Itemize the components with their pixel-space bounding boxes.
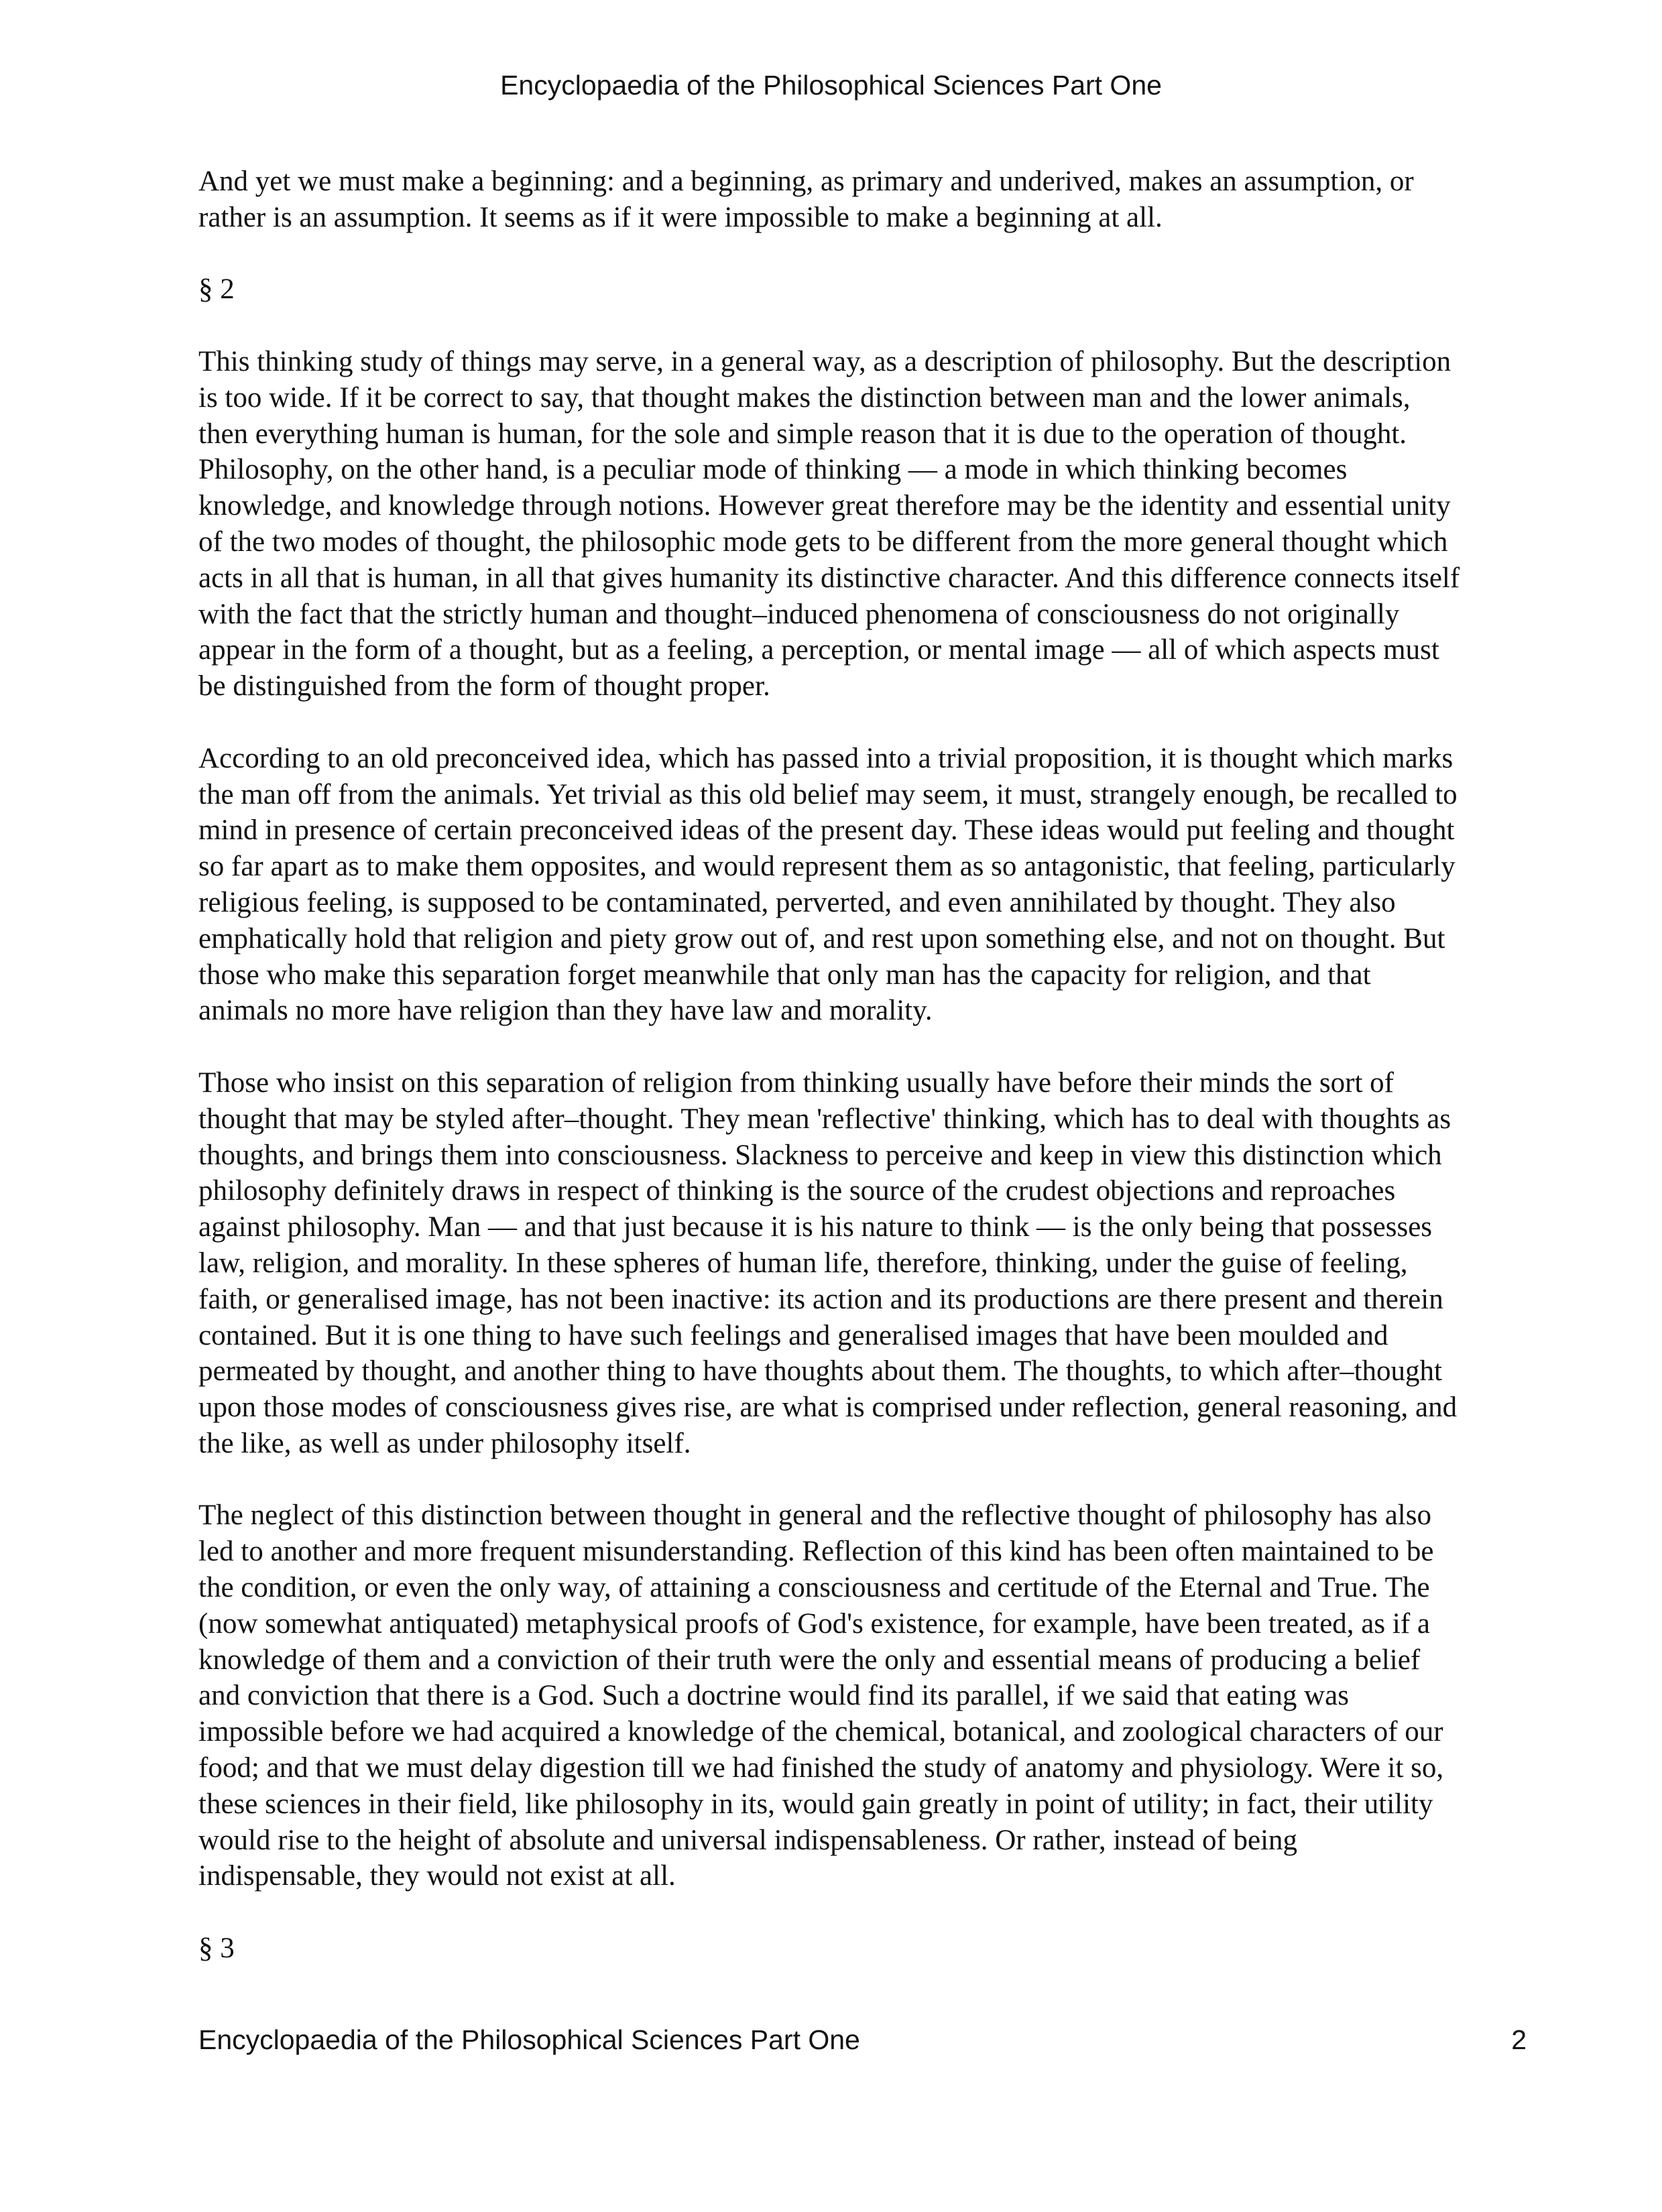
text-line: these sciences in their field, like philosophy in its, would gain greatly in point of utility; in fact, their utility <box>198 1788 1433 1820</box>
text-line: rather is an assumption. It seems as if it were impossible to make a beginning at all. <box>198 201 1163 233</box>
text-line: against philosophy. Man –– and that just because it is his nature to think –– is the only being that possesses <box>198 1211 1433 1243</box>
text-line: Those who insist on this separation of religion from thinking usually have before their minds the sort of <box>198 1066 1394 1099</box>
text-line: would rise to the height of absolute and universal indispensableness. Or rather, instead of being <box>198 1824 1298 1856</box>
text-line: Philosophy, on the other hand, is a peculiar mode of thinking –– a mode in which thinking becomes <box>198 454 1348 486</box>
text-line: be distinguished from the form of thought proper. <box>198 670 770 702</box>
text-line: upon those modes of consciousness gives rise, are what is comprised under reflection, general reasoning, and <box>198 1392 1458 1424</box>
paragraph-section-2-a <box>198 344 1533 704</box>
page-footer-title: Encyclopaedia of the Philosophical Sciences Part One <box>198 2024 860 2055</box>
text-line: knowledge of them and a conviction of their truth were the only and essential means of producing a belief <box>198 1644 1421 1676</box>
section-marker: § 2 <box>198 273 235 306</box>
text-line: the condition, or even the only way, of attaining a consciousness and certitude of the Eternal and True. The <box>198 1572 1430 1604</box>
text-line: religious feeling, is supposed to be contaminated, perverted, and even annihilated by thought. They also <box>198 886 1396 918</box>
text-line: philosophy definitely draws in respect of thinking is the source of the crudest objections and reproaches <box>198 1175 1396 1207</box>
paragraph-intro <box>198 164 1533 236</box>
text-line: According to an old preconceived idea, which has passed into a trivial proposition, it is thought which marks <box>198 742 1453 774</box>
page-header-title: Encyclopaedia of the Philosophical Sciences Part One <box>500 70 1162 101</box>
text-line: The neglect of this distinction between thought in general and the reflective thought of philosophy has also <box>198 1499 1431 1532</box>
text-line: law, religion, and morality. In these spheres of human life, therefore, thinking, under the guise of feeling, <box>198 1247 1408 1279</box>
text-line: (now somewhat antiquated) metaphysical proofs of God's existence, for example, have been treated, as if a <box>198 1607 1430 1640</box>
text-line: This thinking study of things may serve, in a general way, as a description of philosophy. But the description <box>198 345 1451 377</box>
text-line: those who make this separation forget meanwhile that only man has the capacity for religion, and that <box>198 959 1371 991</box>
text-line: mind in presence of certain preconceived ideas of the present day. These ideas would put feeling and thought <box>198 814 1455 847</box>
text-line: appear in the form of a thought, but as a feeling, a perception, or mental image — all of which aspects must <box>198 634 1439 666</box>
section-heading-2 <box>198 271 1533 308</box>
paragraph-section-2-b <box>198 741 1533 1029</box>
text-line: food; and that we must delay digestion till we had finished the study of anatomy and physiology. Were it so, <box>198 1752 1444 1784</box>
text-line: so far apart as to make them opposites, and would represent them as so antagonistic, that feeling, particularly <box>198 851 1456 883</box>
page-number: 2 <box>1511 2024 1527 2055</box>
text-line: of the two modes of thought, the philosophic mode gets to be different from the more general thought which <box>198 526 1448 558</box>
text-line: animals no more have religion than they have law and morality. <box>198 995 933 1027</box>
paragraph-section-2-d <box>198 1497 1533 1894</box>
text-line: impossible before we had acquired a knowledge of the chemical, botanical, and zoological characters of our <box>198 1716 1443 1748</box>
text-line: emphatically hold that religion and piety grow out of, and rest upon something else, and not on thought. But <box>198 922 1445 955</box>
paragraph-section-2-c <box>198 1065 1533 1462</box>
text-line: the like, as well as under philosophy itself. <box>198 1427 691 1459</box>
text-line: the man off from the animals. Yet trivial as this old belief may seem, it must, strangely enough, be recalled to <box>198 778 1458 810</box>
section-marker: § 3 <box>198 1932 235 1965</box>
text-line: And yet we must make a beginning: and a beginning, as primary and underived, makes an assumption, or <box>198 166 1414 197</box>
document-body <box>198 164 1533 2003</box>
text-line: knowledge, and knowledge through notions. However great therefore may be the identity and essential unity <box>198 490 1451 522</box>
text-line: is too wide. If it be correct to say, that thought makes the distinction between man and the lower animals, <box>198 381 1411 414</box>
section-heading-3 <box>198 1930 1533 1967</box>
text-line: acts in all that is human, in all that gives humanity its distinctive character. And this difference connects itself <box>198 562 1460 594</box>
text-line: thought that may be styled after–thought. They mean 'reflective' thinking, which has to deal with thoughts as <box>198 1103 1451 1135</box>
text-line: faith, or generalised image, has not been inactive: its action and its productions are there present and therein <box>198 1283 1443 1315</box>
text-line: then everything human is human, for the sole and simple reason that it is due to the operation of thought. <box>198 418 1407 450</box>
text-line: permeated by thought, and another thing to have thoughts about them. The thoughts, to which after–thought <box>198 1355 1443 1388</box>
text-line: indispensable, they would not exist at all. <box>198 1860 676 1892</box>
text-line: contained. But it is one thing to have such feelings and generalised images that have been moulded and <box>198 1319 1388 1351</box>
text-line: with the fact that the strictly human and thought–induced phenomena of consciousness do not originally <box>198 598 1400 630</box>
text-line: and conviction that there is a God. Such a doctrine would find its parallel, if we said that eating was <box>198 1680 1349 1712</box>
text-line: thoughts, and brings them into consciousness. Slackness to perceive and keep in view this distinction which <box>198 1139 1442 1171</box>
text-line: led to another and more frequent misunderstanding. Reflection of this kind has been often maintained to be <box>198 1536 1434 1568</box>
